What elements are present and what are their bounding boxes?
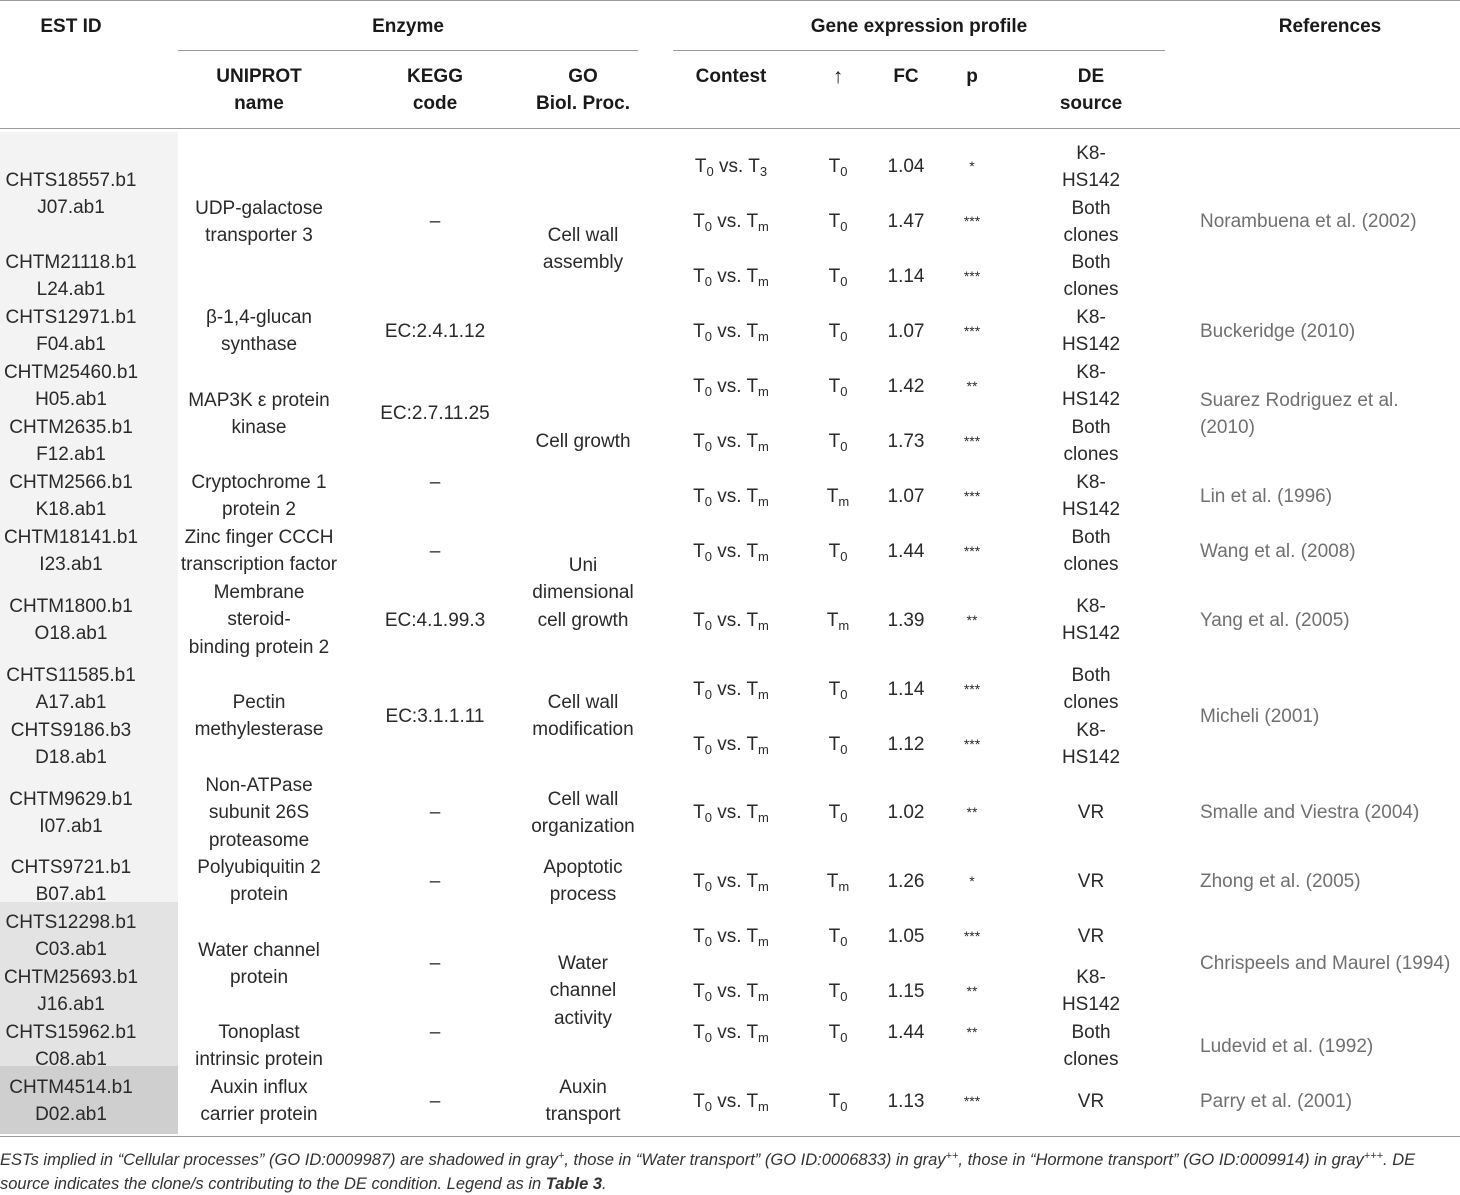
go-process-cell: Cell wall modification	[532, 692, 634, 741]
up-cell: $T_0$	[828, 679, 848, 702]
go-process-cell: Cell wall organization	[531, 789, 635, 838]
est-id-cell: CHTM21118.b1 L24.ab1	[5, 252, 137, 301]
kegg-code-cell: –	[429, 871, 441, 892]
contest-cell: $T_0$ vs. $T_m$	[693, 679, 769, 702]
go-process-cell: Cell wall assembly	[542, 225, 624, 274]
header-p: p	[966, 66, 978, 87]
go-process-cell: Cell growth	[535, 431, 631, 452]
contest-cell: $T_0$ vs. $T_m$	[693, 211, 769, 234]
table-top-rule	[0, 0, 1460, 1]
p-value-cell: ***	[963, 928, 981, 944]
uniprot-name-cell: Water channel protein	[198, 940, 320, 989]
reference-cell: Yang et al. (2005)	[1200, 610, 1350, 631]
est-id-cell: CHTS11585.b1 A17.ab1	[6, 665, 136, 714]
header-go-biol-proc: GO Biol. Proc.	[536, 66, 630, 114]
de-source-cell: Both clones	[1063, 1022, 1119, 1071]
enzyme-group-rule	[178, 50, 638, 51]
header-uniprot-name: UNIPROT name	[216, 66, 302, 114]
fc-cell: 1.73	[887, 431, 925, 452]
est-id-cell: CHTS9186.b3 D18.ab1	[10, 720, 132, 769]
up-cell: $T_0$	[828, 1091, 848, 1114]
p-value-cell: **	[966, 983, 978, 999]
reference-cell: Wang et al. (2008)	[1200, 541, 1356, 562]
kegg-code-cell: EC:2.7.11.25	[380, 403, 490, 424]
reference-cell: Smalle and Viestra (2004)	[1200, 802, 1420, 823]
fc-cell: 1.14	[887, 679, 925, 700]
est-id-cell: CHTM2635.b1 F12.ab1	[9, 417, 133, 466]
p-value-cell: *	[969, 873, 975, 889]
p-value-cell: ***	[963, 433, 981, 449]
kegg-code-cell: EC:2.4.1.12	[384, 321, 486, 342]
de-source-cell: VR	[1077, 802, 1105, 823]
fc-cell: 1.07	[887, 321, 925, 342]
uniprot-name-cell: UDP-galactose transporter 3	[195, 198, 323, 247]
contest-cell: $T_0$ vs. $T_m$	[693, 1091, 769, 1114]
header-gene-expression-profile: Gene expression profile	[810, 16, 1028, 37]
reference-cell: Chrispeels and Maurel (1994)	[1200, 953, 1451, 974]
p-value-cell: **	[966, 612, 978, 628]
reference-cell: Buckeridge (2010)	[1200, 321, 1356, 342]
de-source-cell: VR	[1077, 926, 1105, 947]
de-source-cell: Both clones	[1063, 198, 1119, 247]
contest-cell: $T_0$ vs. $T_m$	[693, 734, 769, 757]
est-id-cell: CHTM25460.b1 H05.ab1	[3, 362, 139, 411]
est-id-cell: CHTS15962.b1 C08.ab1	[5, 1022, 137, 1071]
fc-cell: 1.44	[887, 1022, 925, 1043]
p-value-cell: **	[966, 804, 978, 820]
up-cell: $T_0$	[828, 266, 848, 289]
header-kegg-code: KEGG code	[407, 66, 463, 114]
contest-cell: $T_0$ vs. $T_m$	[693, 871, 769, 894]
reference-cell: Suarez Rodriguez et al. (2010)	[1200, 390, 1399, 439]
de-source-cell: Both clones	[1063, 252, 1119, 301]
est-id-cell: CHTM4514.b1 D02.ab1	[9, 1077, 133, 1126]
contest-cell: $T_0$ vs. $T_m$	[693, 926, 769, 949]
up-cell: $T_m$	[826, 871, 850, 894]
contest-cell: $T_0$ vs. $T_m$	[693, 266, 769, 289]
de-source-cell: Both clones	[1063, 527, 1119, 576]
p-value-cell: ***	[963, 543, 981, 559]
est-id-cell: CHTS9721.b1 B07.ab1	[10, 857, 132, 906]
go-process-cell: Water channel activity	[549, 953, 617, 1029]
uniprot-name-cell: Cryptochrome 1 protein 2	[191, 472, 327, 521]
est-id-cell: CHTM18141.b1 I23.ab1	[3, 527, 139, 576]
header-up-arrow: ↑	[832, 65, 844, 88]
up-cell: $T_0$	[828, 734, 848, 757]
table-bottom-rule	[0, 1136, 1460, 1137]
kegg-code-cell: –	[429, 472, 441, 493]
fc-cell: 1.12	[887, 734, 925, 755]
uniprot-name-cell: Non-ATPase subunit 26S proteasome	[205, 775, 313, 851]
p-value-cell: ***	[963, 1093, 981, 1109]
contest-cell: $T_0$ vs. $T_m$	[693, 981, 769, 1004]
uniprot-name-cell: Polyubiquitin 2 protein	[197, 857, 321, 906]
fc-cell: 1.44	[887, 541, 925, 562]
uniprot-name-cell: β-1,4-glucan synthase	[206, 307, 312, 356]
reference-cell: Lin et al. (1996)	[1200, 486, 1333, 507]
header-fc: FC	[893, 66, 919, 87]
kegg-code-cell: –	[429, 1022, 441, 1043]
fc-cell: 1.39	[887, 610, 925, 631]
up-cell: $T_0$	[828, 802, 848, 825]
contest-cell: $T_0$ vs. $T_m$	[693, 321, 769, 344]
uniprot-name-cell: MAP3K ε protein kinase	[188, 390, 330, 439]
contest-cell: $T_0$ vs. $T_3$	[694, 156, 768, 179]
p-value-cell: *	[969, 158, 975, 174]
fc-cell: 1.02	[887, 802, 925, 823]
kegg-code-cell: –	[429, 802, 441, 823]
uniprot-name-cell: Membrane steroid- binding protein 2	[188, 582, 330, 658]
expression-group-rule	[673, 50, 1165, 51]
est-id-cell: CHTS18557.b1 J07.ab1	[5, 170, 137, 219]
contest-cell: $T_0$ vs. $T_m$	[693, 431, 769, 454]
est-id-cell: CHTM9629.b1 I07.ab1	[9, 789, 133, 838]
up-cell: $T_0$	[828, 541, 848, 564]
fc-cell: 1.42	[887, 376, 925, 397]
de-source-cell: K8- HS142	[1061, 472, 1121, 521]
est-id-cell: CHTS12971.b1 F04.ab1	[5, 307, 137, 356]
kegg-code-cell: EC:3.1.1.11	[385, 706, 485, 727]
fc-cell: 1.04	[887, 156, 925, 177]
header-de-source: DE source	[1059, 66, 1123, 114]
up-cell: $T_0$	[828, 1022, 848, 1045]
p-value-cell: ***	[963, 488, 981, 504]
up-cell: $T_0$	[828, 926, 848, 949]
p-value-cell: **	[966, 378, 978, 394]
up-cell: $T_0$	[828, 156, 848, 179]
reference-cell: Micheli (2001)	[1200, 706, 1320, 727]
p-value-cell: ***	[963, 323, 981, 339]
de-source-cell: Both clones	[1063, 665, 1119, 714]
header-bottom-rule	[0, 128, 1460, 129]
fc-cell: 1.15	[887, 981, 925, 1002]
de-source-cell: K8- HS142	[1061, 596, 1121, 645]
est-id-cell: CHTM25693.b1 J16.ab1	[3, 967, 139, 1016]
kegg-code-cell: –	[429, 1091, 441, 1112]
uniprot-name-cell: Auxin influx carrier protein	[200, 1077, 318, 1126]
up-cell: $T_m$	[826, 610, 850, 633]
p-value-cell: ***	[963, 213, 981, 229]
header-contest: Contest	[695, 66, 767, 87]
de-source-cell: Both clones	[1063, 417, 1119, 466]
uniprot-name-cell: Pectin methylesterase	[194, 692, 324, 741]
reference-cell: Norambuena et al. (2002)	[1200, 211, 1417, 232]
p-value-cell: **	[966, 1024, 978, 1040]
de-source-cell: VR	[1077, 1091, 1105, 1112]
reference-cell: Zhong et al. (2005)	[1200, 871, 1361, 892]
up-cell: $T_0$	[828, 431, 848, 454]
p-value-cell: ***	[963, 736, 981, 752]
reference-cell: Parry et al. (2001)	[1200, 1091, 1353, 1112]
up-cell: $T_m$	[826, 486, 850, 509]
fc-cell: 1.26	[887, 871, 925, 892]
p-value-cell: ***	[963, 681, 981, 697]
de-source-cell: K8- HS142	[1061, 720, 1121, 769]
contest-cell: $T_0$ vs. $T_m$	[693, 802, 769, 825]
est-id-cell: CHTS12298.b1 C03.ab1	[5, 912, 137, 961]
contest-cell: $T_0$ vs. $T_m$	[693, 610, 769, 633]
up-cell: $T_0$	[828, 376, 848, 399]
p-value-cell: ***	[963, 268, 981, 284]
go-process-cell: Apoptotic process	[543, 857, 623, 906]
go-process-cell: Auxin transport	[545, 1077, 621, 1126]
up-cell: $T_0$	[828, 211, 848, 234]
table-3-reference: Table 3	[545, 1175, 603, 1193]
kegg-code-cell: –	[429, 211, 441, 232]
contest-cell: $T_0$ vs. $T_m$	[693, 486, 769, 509]
kegg-code-cell: EC:4.1.99.3	[384, 610, 486, 631]
table-footnote: ESTs implied in “Cellular processes” (GO ID:0009987) are shadowed in gray+, those in “Water transport” (GO ID:0006833) in gray++, those in “Hormone transport” (GO ID:0009914) in gray+++. DE source indicates the clone/s contributing to the DE condition. Legend as in Table 3.	[0, 1150, 1416, 1193]
header-est-id: EST ID	[40, 16, 102, 37]
kegg-code-cell: –	[429, 953, 441, 974]
fc-cell: 1.47	[887, 211, 925, 232]
uniprot-name-cell: Zinc finger CCCH transcription factor	[180, 527, 338, 576]
fc-cell: 1.07	[887, 486, 925, 507]
fc-cell: 1.05	[887, 926, 925, 947]
est-id-cell: CHTM1800.b1 O18.ab1	[9, 596, 133, 645]
up-cell: $T_0$	[828, 981, 848, 1004]
uniprot-name-cell: Tonoplast intrinsic protein	[195, 1022, 323, 1071]
de-source-cell: VR	[1077, 871, 1105, 892]
est-id-cell: CHTM2566.b1 K18.ab1	[9, 472, 133, 521]
up-cell: $T_0$	[828, 321, 848, 344]
de-source-cell: K8- HS142	[1061, 143, 1121, 192]
de-source-cell: K8- HS142	[1061, 307, 1121, 356]
go-process-cell: Uni dimensional cell growth	[532, 555, 634, 631]
contest-cell: $T_0$ vs. $T_m$	[693, 541, 769, 564]
contest-cell: $T_0$ vs. $T_m$	[693, 1022, 769, 1045]
header-references: References	[1278, 16, 1382, 37]
kegg-code-cell: –	[429, 541, 441, 562]
contest-cell: $T_0$ vs. $T_m$	[693, 376, 769, 399]
reference-cell: Ludevid et al. (1992)	[1200, 1036, 1374, 1057]
de-source-cell: K8- HS142	[1061, 362, 1121, 411]
fc-cell: 1.14	[887, 266, 925, 287]
header-enzyme: Enzyme	[372, 16, 444, 37]
de-source-cell: K8- HS142	[1061, 967, 1121, 1016]
fc-cell: 1.13	[887, 1091, 925, 1112]
